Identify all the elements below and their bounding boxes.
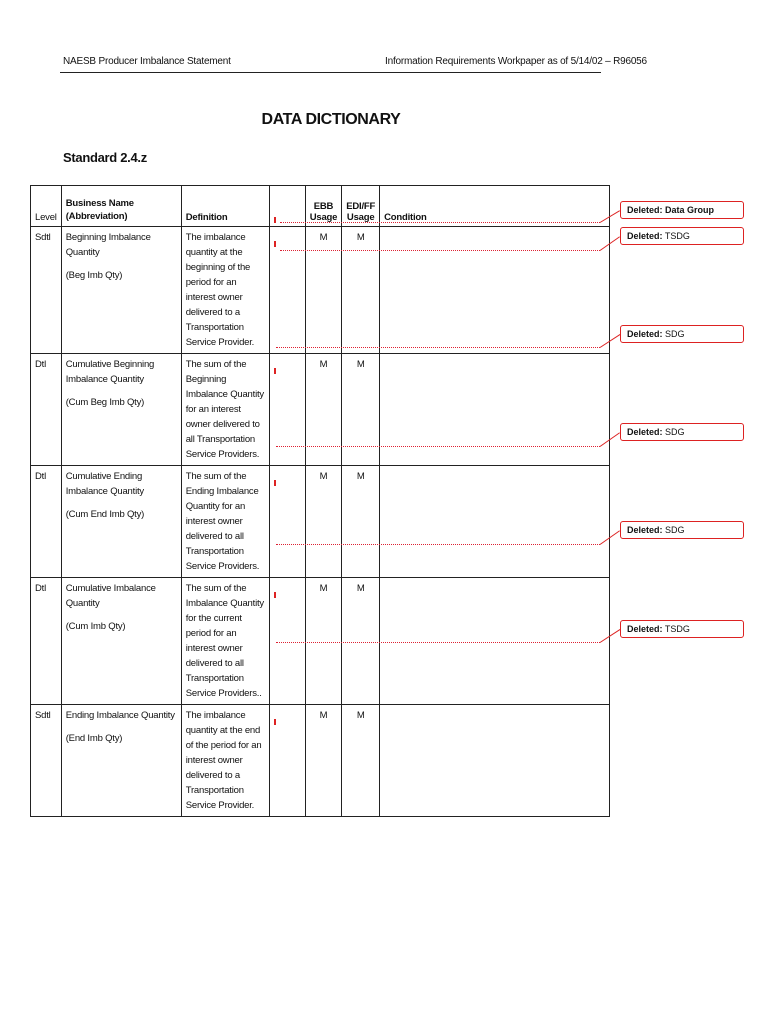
revision-label: Deleted: [627, 427, 663, 437]
business-name-value: Cumulative Ending Imbalance Quantity [65, 471, 144, 497]
ebb-usage-value: M [319, 232, 328, 243]
cell-condition [380, 578, 610, 705]
abbreviation-value: (End Imb Qty) [65, 733, 123, 744]
table-row [31, 466, 610, 578]
business-name-label: Business Name [65, 198, 134, 209]
cell-business-name [61, 227, 181, 354]
revision-dotted-line [280, 222, 600, 223]
cell-definition [181, 227, 269, 354]
column-header-definition: Definition [181, 186, 269, 227]
table-row [31, 227, 610, 354]
ediff-usage-value: M [356, 710, 365, 721]
ebb-usage-value: M [319, 359, 328, 370]
ediff-usage-value: M [356, 359, 365, 370]
definition-value: The sum of the Imbalance Quantity for the current period for an interest owner delivered to all Transportation Service Providers.. [185, 583, 264, 699]
cell-ebb-usage [305, 578, 342, 705]
cell-level [31, 466, 62, 578]
insertion-mark [274, 592, 276, 598]
table-row [31, 578, 610, 705]
revision-balloon[interactable] [620, 325, 744, 343]
cell-blank [269, 227, 305, 354]
cell-blank [269, 354, 305, 466]
cell-definition [181, 705, 269, 817]
cell-level [31, 578, 62, 705]
definition-value: The imbalance quantity at the end of the period for an interest owner delivered to a Transportation Service Provider. [185, 710, 262, 811]
cell-business-name [61, 354, 181, 466]
ebb-usage-value: M [319, 710, 328, 721]
insertion-mark [274, 368, 276, 374]
cell-condition [380, 227, 610, 354]
revision-dotted-line [280, 250, 600, 251]
business-name-value: Cumulative Imbalance Quantity [65, 583, 156, 609]
business-name-value: Cumulative Beginning Imbalance Quantity [65, 359, 155, 385]
table-row [31, 705, 610, 817]
revision-dotted-line [276, 347, 600, 348]
cell-ediff-usage [342, 578, 380, 705]
level-value: Dtl [35, 471, 47, 482]
definition-value: The imbalance quantity at the beginning of the period for an interest owner delivered to a Transportation Service Provider. [185, 232, 255, 348]
insertion-mark [274, 719, 276, 725]
cell-business-name [61, 705, 181, 817]
revision-text: SDG [665, 329, 685, 339]
ebb-label-line2: Usage [309, 212, 338, 223]
revision-label: Deleted: [627, 205, 663, 215]
header-right: Information Requirements Workpaper as of 5/14/02 – R96056 [385, 56, 647, 67]
page-title: DATA DICTIONARY [261, 111, 401, 128]
ediff-usage-value: M [356, 583, 365, 594]
header-left: NAESB Producer Imbalance Statement [63, 56, 231, 67]
column-header-condition: Condition [380, 186, 610, 227]
ediff-label-line1: EDI/FF [346, 201, 376, 212]
revision-balloon[interactable] [620, 423, 744, 441]
revision-dotted-line [276, 544, 600, 545]
cell-ebb-usage [305, 227, 342, 354]
header-rule [60, 72, 601, 73]
revision-balloon[interactable] [620, 620, 744, 638]
cell-blank [269, 466, 305, 578]
cell-blank [269, 705, 305, 817]
business-name-value: Beginning Imbalance Quantity [65, 232, 151, 258]
abbreviation-label: (Abbreviation) [65, 211, 128, 222]
revision-text: TSDG [664, 231, 690, 241]
revision-balloon[interactable] [620, 201, 744, 219]
table-row [31, 354, 610, 466]
insertion-mark [274, 241, 276, 247]
revision-text: Data Group [665, 205, 715, 215]
cell-condition [380, 705, 610, 817]
data-dictionary-table [30, 185, 610, 817]
revision-label: Deleted: [627, 329, 663, 339]
revision-label: Deleted: [627, 624, 663, 634]
revision-text: SDG [665, 525, 685, 535]
cell-ebb-usage [305, 466, 342, 578]
column-header-business-name [61, 186, 181, 227]
cell-ediff-usage [342, 705, 380, 817]
abbreviation-value: (Cum Imb Qty) [65, 621, 126, 632]
cell-level [31, 354, 62, 466]
revision-balloon[interactable] [620, 521, 744, 539]
column-header-ediff-usage [342, 186, 380, 227]
cell-level [31, 227, 62, 354]
insertion-mark [274, 217, 276, 223]
cell-ediff-usage [342, 354, 380, 466]
business-name-value: Ending Imbalance Quantity [65, 710, 175, 721]
cell-definition [181, 354, 269, 466]
ediff-label-line2: Usage [346, 212, 375, 223]
cell-condition [380, 466, 610, 578]
revision-label: Deleted: [627, 231, 663, 241]
column-header-blank [269, 186, 305, 227]
cell-blank [269, 578, 305, 705]
definition-value: The sum of the Beginning Imbalance Quantity for an interest owner delivered to all Transportation Service Providers. [185, 359, 264, 460]
revision-label: Deleted: [627, 525, 663, 535]
ebb-usage-value: M [319, 583, 328, 594]
cell-ediff-usage [342, 466, 380, 578]
level-value: Sdtl [35, 710, 51, 721]
ebb-usage-value: M [319, 471, 328, 482]
table-header-row [31, 186, 610, 227]
abbreviation-value: (Beg Imb Qty) [65, 270, 123, 281]
revision-dotted-line [276, 446, 600, 447]
revision-dotted-line [276, 642, 600, 643]
cell-ebb-usage [305, 705, 342, 817]
ebb-label-line1: EBB [313, 201, 334, 212]
section-subtitle: Standard 2.4.z [63, 150, 147, 165]
definition-value: The sum of the Ending Imbalance Quantity for an interest owner delivered to all Transportation Service Providers. [185, 471, 260, 572]
cell-ediff-usage [342, 227, 380, 354]
revision-balloon[interactable] [620, 227, 744, 245]
cell-level [31, 705, 62, 817]
ediff-usage-value: M [356, 471, 365, 482]
cell-business-name [61, 578, 181, 705]
insertion-mark [274, 480, 276, 486]
revision-text: SDG [665, 427, 685, 437]
cell-ebb-usage [305, 354, 342, 466]
abbreviation-value: (Cum Beg Imb Qty) [65, 397, 145, 408]
abbreviation-value: (Cum End Imb Qty) [65, 509, 145, 520]
cell-definition [181, 578, 269, 705]
column-header-level: Level [31, 186, 62, 227]
level-value: Sdtl [35, 232, 51, 243]
level-value: Dtl [35, 583, 47, 594]
revision-text: TSDG [664, 624, 690, 634]
ediff-usage-value: M [356, 232, 365, 243]
column-header-ebb-usage [305, 186, 342, 227]
cell-business-name [61, 466, 181, 578]
cell-definition [181, 466, 269, 578]
level-value: Dtl [35, 359, 47, 370]
cell-condition [380, 354, 610, 466]
